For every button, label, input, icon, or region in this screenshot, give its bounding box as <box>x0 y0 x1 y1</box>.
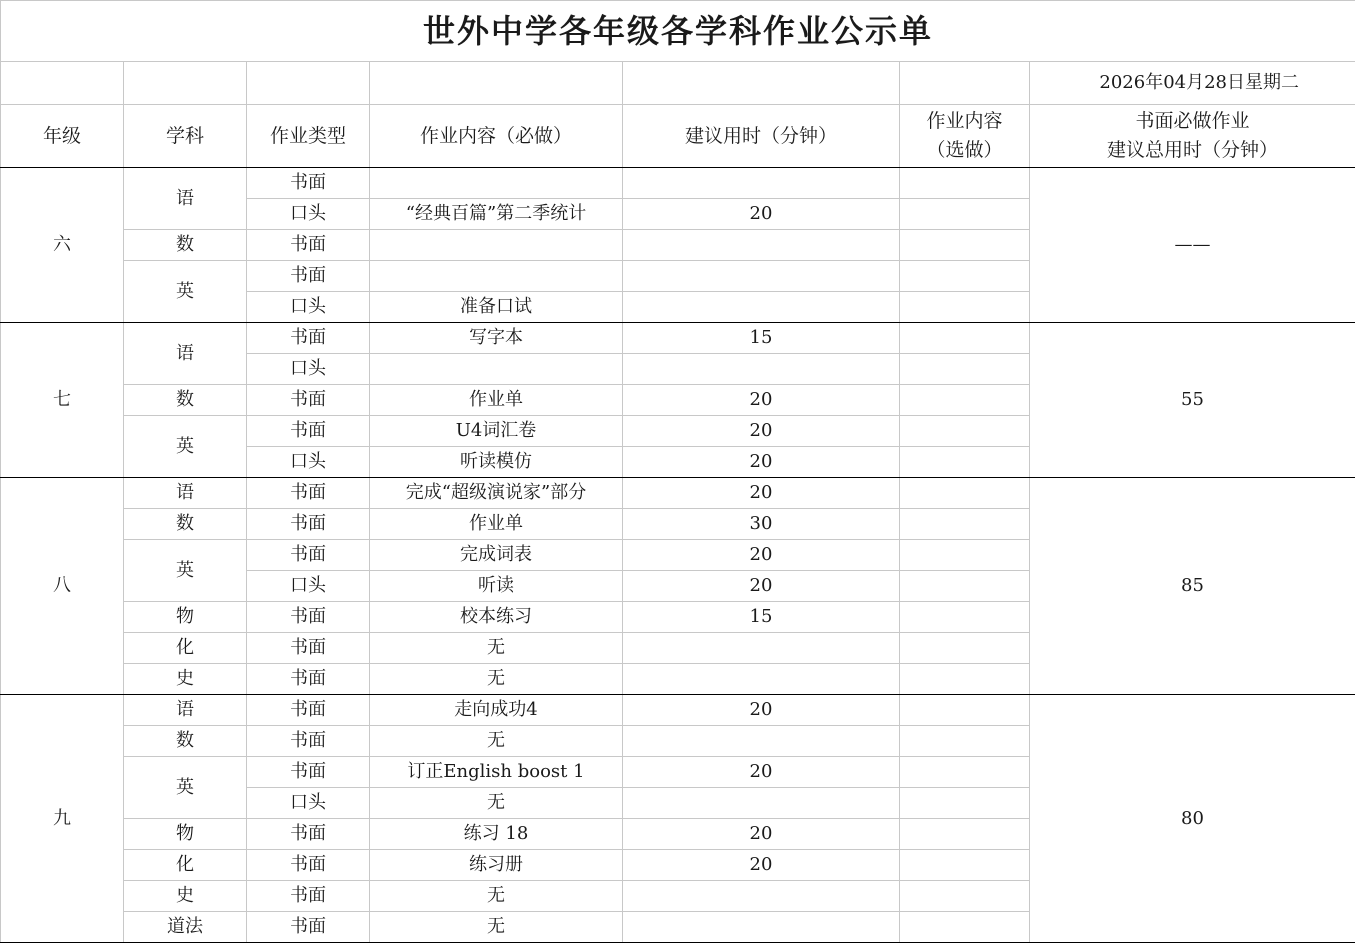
content-cell: 走向成功4 <box>370 695 623 726</box>
optional-content-cell <box>900 261 1030 292</box>
time-cell: 20 <box>623 695 900 726</box>
time-cell <box>623 354 900 385</box>
content-cell: 练习 18 <box>370 819 623 850</box>
content-cell: 作业单 <box>370 385 623 416</box>
header-content-optional <box>900 105 1030 168</box>
optional-content-cell <box>900 571 1030 602</box>
time-cell <box>623 168 900 199</box>
subject-cell: 英 <box>124 416 247 478</box>
content-cell: 无 <box>370 912 623 943</box>
content-cell: 无 <box>370 881 623 912</box>
grade-cell: 八 <box>1 478 124 695</box>
content-cell <box>370 354 623 385</box>
time-cell: 20 <box>623 819 900 850</box>
type-cell: 书面 <box>247 726 370 757</box>
optional-content-cell <box>900 757 1030 788</box>
type-cell: 口头 <box>247 571 370 602</box>
optional-content-cell <box>900 726 1030 757</box>
type-cell: 书面 <box>247 633 370 664</box>
optional-content-cell <box>900 912 1030 943</box>
subject-cell: 物 <box>124 602 247 633</box>
content-cell <box>370 168 623 199</box>
time-cell <box>623 664 900 695</box>
optional-content-cell <box>900 385 1030 416</box>
time-cell: 20 <box>623 478 900 509</box>
content-cell: U4词汇卷 <box>370 416 623 447</box>
content-cell: “经典百篇”第二季统计 <box>370 199 623 230</box>
subject-cell: 语 <box>124 478 247 509</box>
time-cell: 30 <box>623 509 900 540</box>
time-cell: 20 <box>623 416 900 447</box>
content-cell: 写字本 <box>370 323 623 354</box>
optional-content-cell <box>900 633 1030 664</box>
type-cell: 书面 <box>247 478 370 509</box>
optional-content-cell <box>900 323 1030 354</box>
subject-cell: 数 <box>124 726 247 757</box>
subject-cell: 语 <box>124 168 247 230</box>
subject-cell: 数 <box>124 230 247 261</box>
optional-content-cell <box>900 416 1030 447</box>
optional-content-cell <box>900 447 1030 478</box>
type-cell: 口头 <box>247 354 370 385</box>
page-title: 世外中学各年级各学科作业公示单 <box>1 1 1355 62</box>
optional-content-cell <box>900 199 1030 230</box>
blank-cell <box>623 62 900 105</box>
type-cell: 书面 <box>247 881 370 912</box>
optional-content-cell <box>900 354 1030 385</box>
grade-cell: 七 <box>1 323 124 478</box>
grade-cell: 六 <box>1 168 124 323</box>
header-content-optional-line2: （选做） <box>900 136 1029 165</box>
optional-content-cell <box>900 664 1030 695</box>
time-cell <box>623 230 900 261</box>
subject-cell: 语 <box>124 695 247 726</box>
content-cell: 无 <box>370 726 623 757</box>
content-cell: 听读模仿 <box>370 447 623 478</box>
subject-cell: 物 <box>124 819 247 850</box>
blank-cell <box>1 62 124 105</box>
optional-content-cell <box>900 819 1030 850</box>
subject-cell: 英 <box>124 261 247 323</box>
type-cell: 书面 <box>247 509 370 540</box>
table-row <box>1 168 1355 199</box>
optional-content-cell <box>900 695 1030 726</box>
optional-content-cell <box>900 788 1030 819</box>
content-cell: 无 <box>370 633 623 664</box>
optional-content-cell <box>900 168 1030 199</box>
type-cell: 书面 <box>247 416 370 447</box>
content-cell: 校本练习 <box>370 602 623 633</box>
type-cell: 口头 <box>247 292 370 323</box>
type-cell: 书面 <box>247 819 370 850</box>
type-cell: 书面 <box>247 261 370 292</box>
type-cell: 口头 <box>247 788 370 819</box>
type-cell: 书面 <box>247 385 370 416</box>
subject-cell: 语 <box>124 323 247 385</box>
header-content-optional-line1: 作业内容 <box>900 107 1029 136</box>
time-cell <box>623 633 900 664</box>
blank-cell <box>370 62 623 105</box>
subject-cell: 史 <box>124 664 247 695</box>
total-time-cell: 85 <box>1030 478 1355 695</box>
subject-cell: 化 <box>124 850 247 881</box>
total-time-cell: 55 <box>1030 323 1355 478</box>
optional-content-cell <box>900 850 1030 881</box>
content-cell: 完成“超级演说家”部分 <box>370 478 623 509</box>
time-cell <box>623 726 900 757</box>
time-cell <box>623 292 900 323</box>
time-cell <box>623 261 900 292</box>
time-cell: 20 <box>623 850 900 881</box>
table-row <box>1 695 1355 726</box>
date-label: 2026年04月28日星期二 <box>1030 62 1355 105</box>
time-cell: 15 <box>623 323 900 354</box>
header-suggested-time: 建议用时（分钟） <box>623 105 900 168</box>
content-cell: 听读 <box>370 571 623 602</box>
content-cell: 无 <box>370 664 623 695</box>
blank-cell <box>247 62 370 105</box>
type-cell: 书面 <box>247 757 370 788</box>
blank-cell <box>900 62 1030 105</box>
time-cell: 20 <box>623 199 900 230</box>
type-cell: 口头 <box>247 199 370 230</box>
subject-cell: 史 <box>124 881 247 912</box>
optional-content-cell <box>900 540 1030 571</box>
type-cell: 书面 <box>247 695 370 726</box>
content-cell: 无 <box>370 788 623 819</box>
time-cell: 20 <box>623 385 900 416</box>
total-time-cell: —— <box>1030 168 1355 323</box>
content-cell: 练习册 <box>370 850 623 881</box>
optional-content-cell <box>900 509 1030 540</box>
subject-cell: 英 <box>124 757 247 819</box>
type-cell: 书面 <box>247 323 370 354</box>
time-cell: 20 <box>623 757 900 788</box>
time-cell <box>623 881 900 912</box>
content-cell <box>370 261 623 292</box>
type-cell: 书面 <box>247 602 370 633</box>
grade-cell: 九 <box>1 695 124 943</box>
optional-content-cell <box>900 602 1030 633</box>
header-row <box>1 105 1355 168</box>
optional-content-cell <box>900 230 1030 261</box>
header-total-line1: 书面必做作业 <box>1030 107 1355 136</box>
optional-content-cell <box>900 881 1030 912</box>
table-row <box>1 323 1355 354</box>
time-cell: 20 <box>623 447 900 478</box>
blank-cell <box>124 62 247 105</box>
subject-cell: 英 <box>124 540 247 602</box>
header-subject: 学科 <box>124 105 247 168</box>
type-cell: 书面 <box>247 540 370 571</box>
subject-cell: 道法 <box>124 912 247 943</box>
content-cell: 订正English boost 1 <box>370 757 623 788</box>
header-total-time <box>1030 105 1355 168</box>
optional-content-cell <box>900 292 1030 323</box>
subject-cell: 数 <box>124 509 247 540</box>
header-grade: 年级 <box>1 105 124 168</box>
header-type: 作业类型 <box>247 105 370 168</box>
type-cell: 书面 <box>247 850 370 881</box>
header-content-required: 作业内容（必做） <box>370 105 623 168</box>
type-cell: 书面 <box>247 168 370 199</box>
time-cell: 20 <box>623 571 900 602</box>
time-cell <box>623 788 900 819</box>
subject-cell: 化 <box>124 633 247 664</box>
time-cell: 15 <box>623 602 900 633</box>
total-time-cell: 80 <box>1030 695 1355 943</box>
content-cell: 作业单 <box>370 509 623 540</box>
time-cell: 20 <box>623 540 900 571</box>
content-cell: 完成词表 <box>370 540 623 571</box>
type-cell: 书面 <box>247 912 370 943</box>
optional-content-cell <box>900 478 1030 509</box>
subject-cell: 数 <box>124 385 247 416</box>
time-cell <box>623 912 900 943</box>
type-cell: 口头 <box>247 447 370 478</box>
table-row <box>1 478 1355 509</box>
type-cell: 书面 <box>247 230 370 261</box>
type-cell: 书面 <box>247 664 370 695</box>
content-cell: 准备口试 <box>370 292 623 323</box>
header-total-line2: 建议总用时（分钟） <box>1030 136 1355 165</box>
content-cell <box>370 230 623 261</box>
